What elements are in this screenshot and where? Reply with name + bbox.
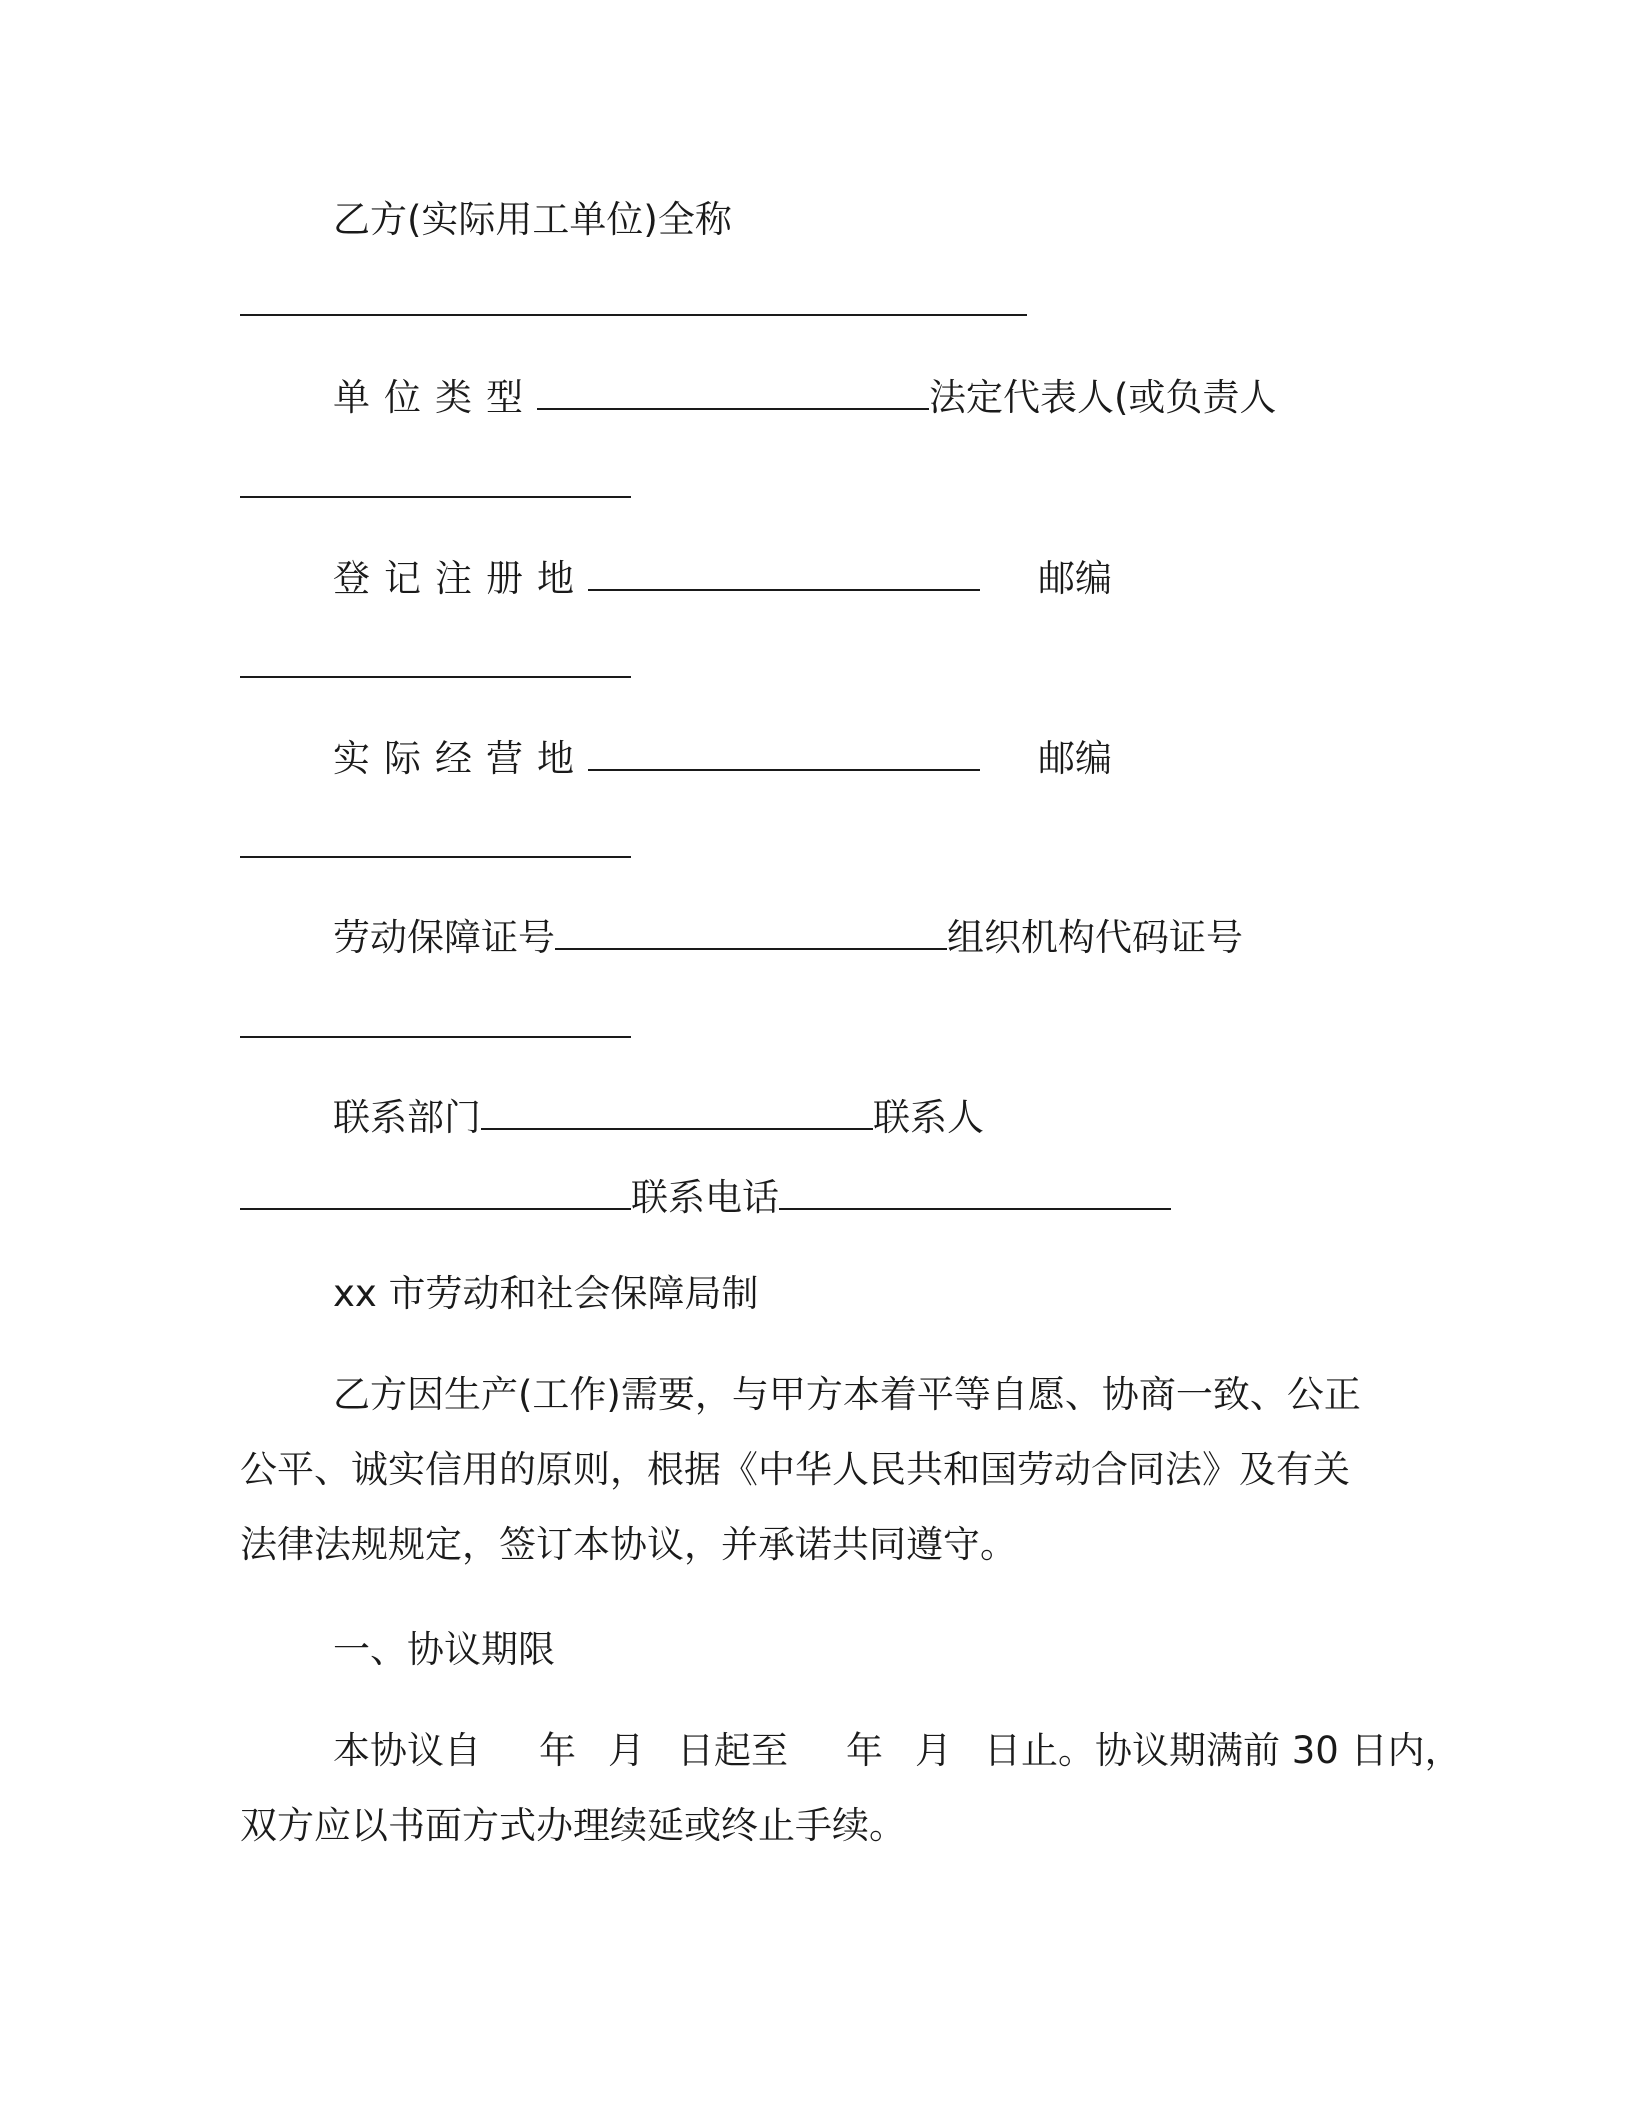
term-month-1: 月 <box>608 1729 645 1772</box>
unit-type-label: 单位类型 <box>333 376 537 419</box>
postcode-label-1: 邮编 <box>1038 557 1112 600</box>
term-year-1: 年 <box>539 1729 576 1772</box>
term-month-2: 月 <box>915 1729 952 1772</box>
contact-person-label: 联系人 <box>873 1096 984 1139</box>
operating-address-blank[interactable] <box>588 739 980 771</box>
registered-address-blank[interactable] <box>588 559 980 591</box>
term-day-start: 日起至 <box>677 1729 788 1772</box>
term-prefix: 本协议自 <box>333 1729 481 1772</box>
operating-address-label: 实际经营地 <box>333 737 588 780</box>
section-1-heading: 一、协议期限 <box>333 1628 555 1671</box>
full-name-blank[interactable] <box>240 314 1027 316</box>
contact-dept-label: 联系部门 <box>333 1096 481 1139</box>
org-code-label: 组织机构代码证号 <box>947 916 1243 959</box>
section-1-line-2: 双方应以书面方式办理续延或终止手续。 <box>240 1804 906 1847</box>
postcode-blank-1[interactable] <box>240 676 631 678</box>
contact-dept-blank[interactable] <box>481 1098 873 1130</box>
preamble-line-3: 法律法规规定，签订本协议，并承诺共同遵守。 <box>240 1523 1017 1566</box>
party-b-full-name-label: 乙方(实际用工单位)全称 <box>333 198 732 241</box>
term-day-end: 日止。协议期满前 30 日内， <box>984 1729 1462 1772</box>
unit-type-blank[interactable] <box>537 378 929 410</box>
contact-phone-blank[interactable] <box>779 1178 1171 1210</box>
labor-cert-blank[interactable] <box>555 918 947 950</box>
contact-phone-row <box>240 1174 1171 1222</box>
term-year-2: 年 <box>846 1729 883 1772</box>
registered-address-label: 登记注册地 <box>333 557 588 600</box>
legal-rep-label: 法定代表人(或负责人 <box>929 376 1277 419</box>
issuer-line: xx 市劳动和社会保障局制 <box>333 1272 759 1315</box>
registered-address-row <box>333 555 1112 603</box>
contact-person-blank[interactable] <box>240 1178 631 1210</box>
postcode-label-2: 邮编 <box>1038 737 1112 780</box>
contact-phone-label: 联系电话 <box>631 1176 779 1219</box>
unit-type-row <box>333 374 1276 422</box>
labor-cert-row <box>333 914 1243 962</box>
preamble-line-2: 公平、诚实信用的原则，根据《中华人民共和国劳动合同法》及有关 <box>240 1448 1350 1491</box>
org-code-blank[interactable] <box>240 1036 631 1038</box>
preamble-line-1: 乙方因生产(工作)需要，与甲方本着平等自愿、协商一致、公正 <box>333 1373 1361 1416</box>
contact-dept-row <box>333 1094 984 1142</box>
legal-rep-blank[interactable] <box>240 496 631 498</box>
operating-address-row <box>333 735 1112 783</box>
labor-cert-label: 劳动保障证号 <box>333 916 555 959</box>
postcode-blank-2[interactable] <box>240 856 631 858</box>
section-1-term-line <box>333 1727 1462 1775</box>
